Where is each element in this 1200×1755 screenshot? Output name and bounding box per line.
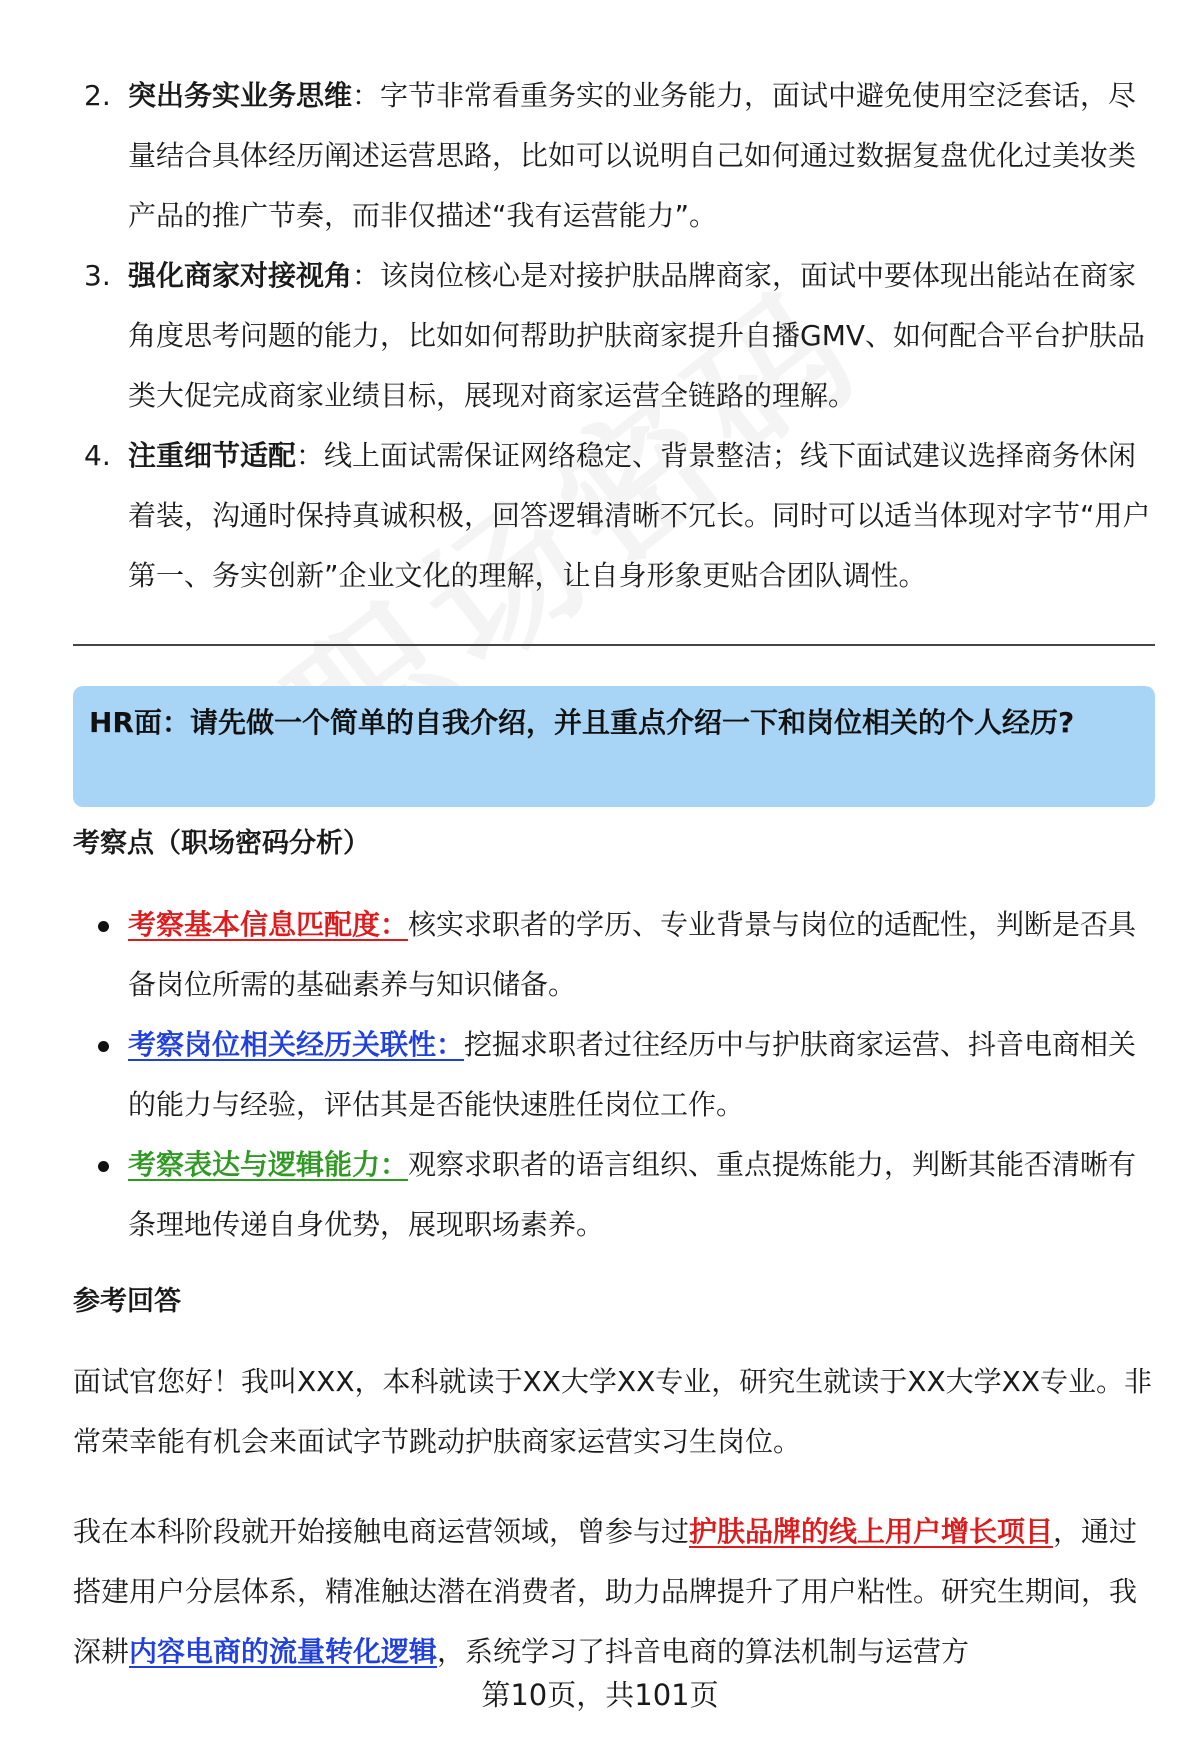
point-label: 考察岗位相关经历关联性： (128, 1028, 465, 1061)
tip-item (0, 246, 1158, 426)
highlight-text: 内容电商的流量转化逻辑 (129, 1635, 438, 1668)
tip-title: 强化商家对接视角 (128, 259, 353, 292)
tip-number: 2. (84, 79, 111, 112)
tip-separator: ： (296, 439, 325, 472)
answer-text: 我在本科阶段就开始接触电商运营领域，曾参与过 (73, 1515, 690, 1548)
question-box: HR面：请先做一个简单的自我介绍，并且重点介绍一下和岗位相关的个人经历? (73, 686, 1155, 807)
analysis-point (0, 895, 1143, 1015)
point-text: 核实求职者的学历、专业背景与岗位的适配性，判断是否具备岗位所需的基础素养与知识储备。 (128, 908, 1137, 1001)
answer-text: ，系统学习了抖音电商的算法机制与运营方 (437, 1635, 970, 1668)
point-label: 考察表达与逻辑能力： (128, 1148, 409, 1181)
tip-number: 4. (84, 439, 111, 472)
tip-number: 3. (84, 259, 111, 292)
tip-separator: ： (352, 259, 381, 292)
answer-text: ，通过搭建用户分层体系，精准触达潜在消费者，助力品牌提升了用户粘性。研究生期间，我深耕 (73, 1515, 1138, 1668)
answer-paragraph (73, 1502, 1153, 1682)
tip-title: 突出务实业务思维 (128, 79, 353, 112)
tip-title: 注重细节适配 (128, 439, 297, 472)
page-footer: 第10页，共101页 (481, 1678, 719, 1712)
tip-text: 该岗位核心是对接护肤品牌商家，面试中要体现出能站在商家角度思考问题的能力，比如如何帮助护肤商家提升自播GMV、如何配合平台护肤品类大促完成商家业绩目标，展现对商家运营全链路的理解。 (128, 259, 1146, 412)
tip-item (0, 66, 1158, 246)
tip-item (0, 426, 1158, 606)
tip-text: 字节非常看重务实的业务能力，面试中避免使用空泛套话，尽量结合具体经历阐述运营思路，比如可以说明自己如何通过数据复盘优化过美妆类产品的推广节奏，而非仅描述“我有运营能力”。 (128, 79, 1137, 232)
analysis-heading: 考察点（职场密码分析） (73, 828, 370, 859)
point-text: 挖掘求职者过往经历中与护肤商家运营、抖音电商相关的能力与经验，评估其是否能快速胜任岗位工作。 (128, 1028, 1137, 1121)
analysis-point (0, 1015, 1143, 1135)
bullet-dot (98, 1041, 109, 1052)
analysis-point (0, 1135, 1143, 1255)
section-divider (73, 644, 1155, 646)
bullet-dot (98, 921, 109, 932)
tip-text: 线上面试需保证网络稳定、背景整洁；线下面试建议选择商务休闲着装，沟通时保持真诚积极，回答逻辑清晰不冗长。同时可以适当体现对字节“用户第一、务实创新”企业文化的理解，让自身形象更贴合团队调性。 (128, 439, 1151, 592)
answer-paragraph: 面试官您好！我叫XXX，本科就读于XX大学XX专业，研究生就读于XX大学XX专业。非常荣幸能有机会来面试字节跳动护肤商家运营实习生岗位。 (73, 1365, 1153, 1458)
bullet-dot (98, 1161, 109, 1172)
analysis-points (0, 895, 1200, 1255)
highlight-text: 护肤品牌的线上用户增长项目 (689, 1515, 1054, 1548)
tips-list (0, 66, 1200, 606)
point-text: 观察求职者的语言组织、重点提炼能力，判断其能否清晰有条理地传递自身优势，展现职场素养。 (128, 1148, 1137, 1241)
tip-separator: ： (352, 79, 381, 112)
answer-heading: 参考回答 (73, 1286, 181, 1317)
point-label: 考察基本信息匹配度： (128, 908, 409, 941)
